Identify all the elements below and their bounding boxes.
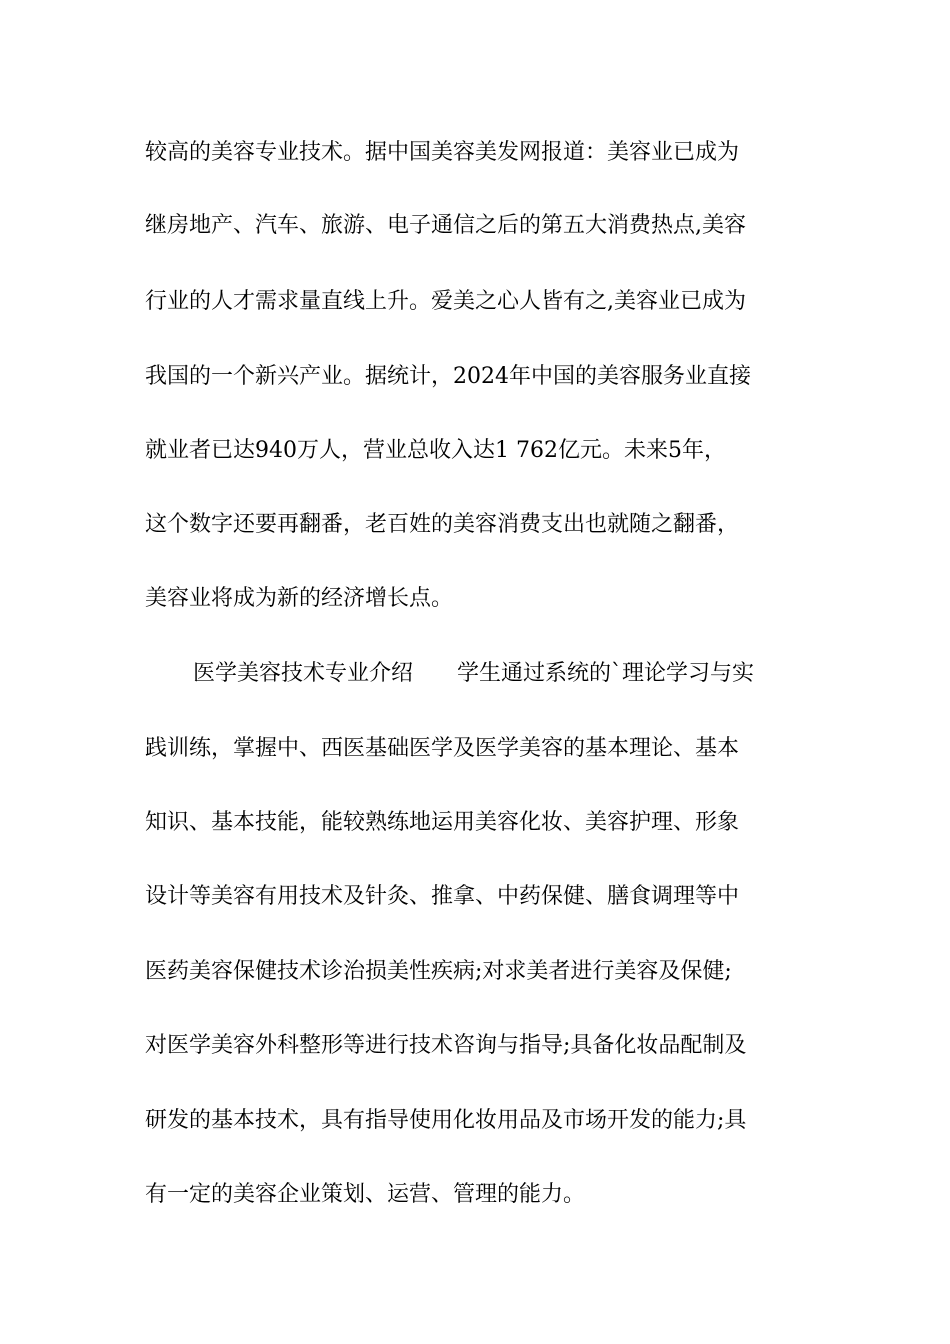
text-line: 设计等美容有用技术及针灸、推拿、中药保健、膳食调理等中 (145, 884, 740, 909)
text-line: 践训练，掌握中、西医基础医学及医学美容的基本理论、基本 (145, 736, 740, 761)
text-line: 对医学美容外科整形等进行技术咨询与指导;具备化妆品配制及 (145, 1033, 747, 1058)
text-line: 行业的人才需求量直线上升。爱美之心人皆有之,美容业已成为 (145, 289, 746, 314)
text-line: 较高的美容专业技术。据中国美容美发网报道：美容业已成为 (145, 140, 740, 165)
text-line: 这个数字还要再翻番，老百姓的美容消费支出也就随之翻番， (145, 512, 740, 537)
text-line: 美容业将成为新的经济增长点。 (145, 586, 454, 611)
text-line: 有一定的美容企业策划、运营、管理的能力。 (145, 1182, 586, 1207)
text-line: 知识、基本技能，能较熟练地运用美容化妆、美容护理、形象 (145, 810, 740, 835)
text-line: 医药美容保健技术诊治损美性疾病;对求美者进行美容及保健; (145, 959, 732, 984)
text-line: 我国的一个新兴产业。据统计，2024年中国的美容服务业直接 (145, 364, 751, 389)
text-line: 研发的基本技术，具有指导使用化妆用品及市场开发的能力;具 (145, 1108, 747, 1133)
text-line: 就业者已达940万人，营业总收入达1 762亿元。未来5年， (145, 438, 726, 463)
text-line: 医学美容技术专业介绍 学生通过系统的`理论学习与实 (193, 661, 755, 686)
text-line: 继房地产、汽车、旅游、电子通信之后的第五大消费热点,美容 (145, 213, 746, 238)
